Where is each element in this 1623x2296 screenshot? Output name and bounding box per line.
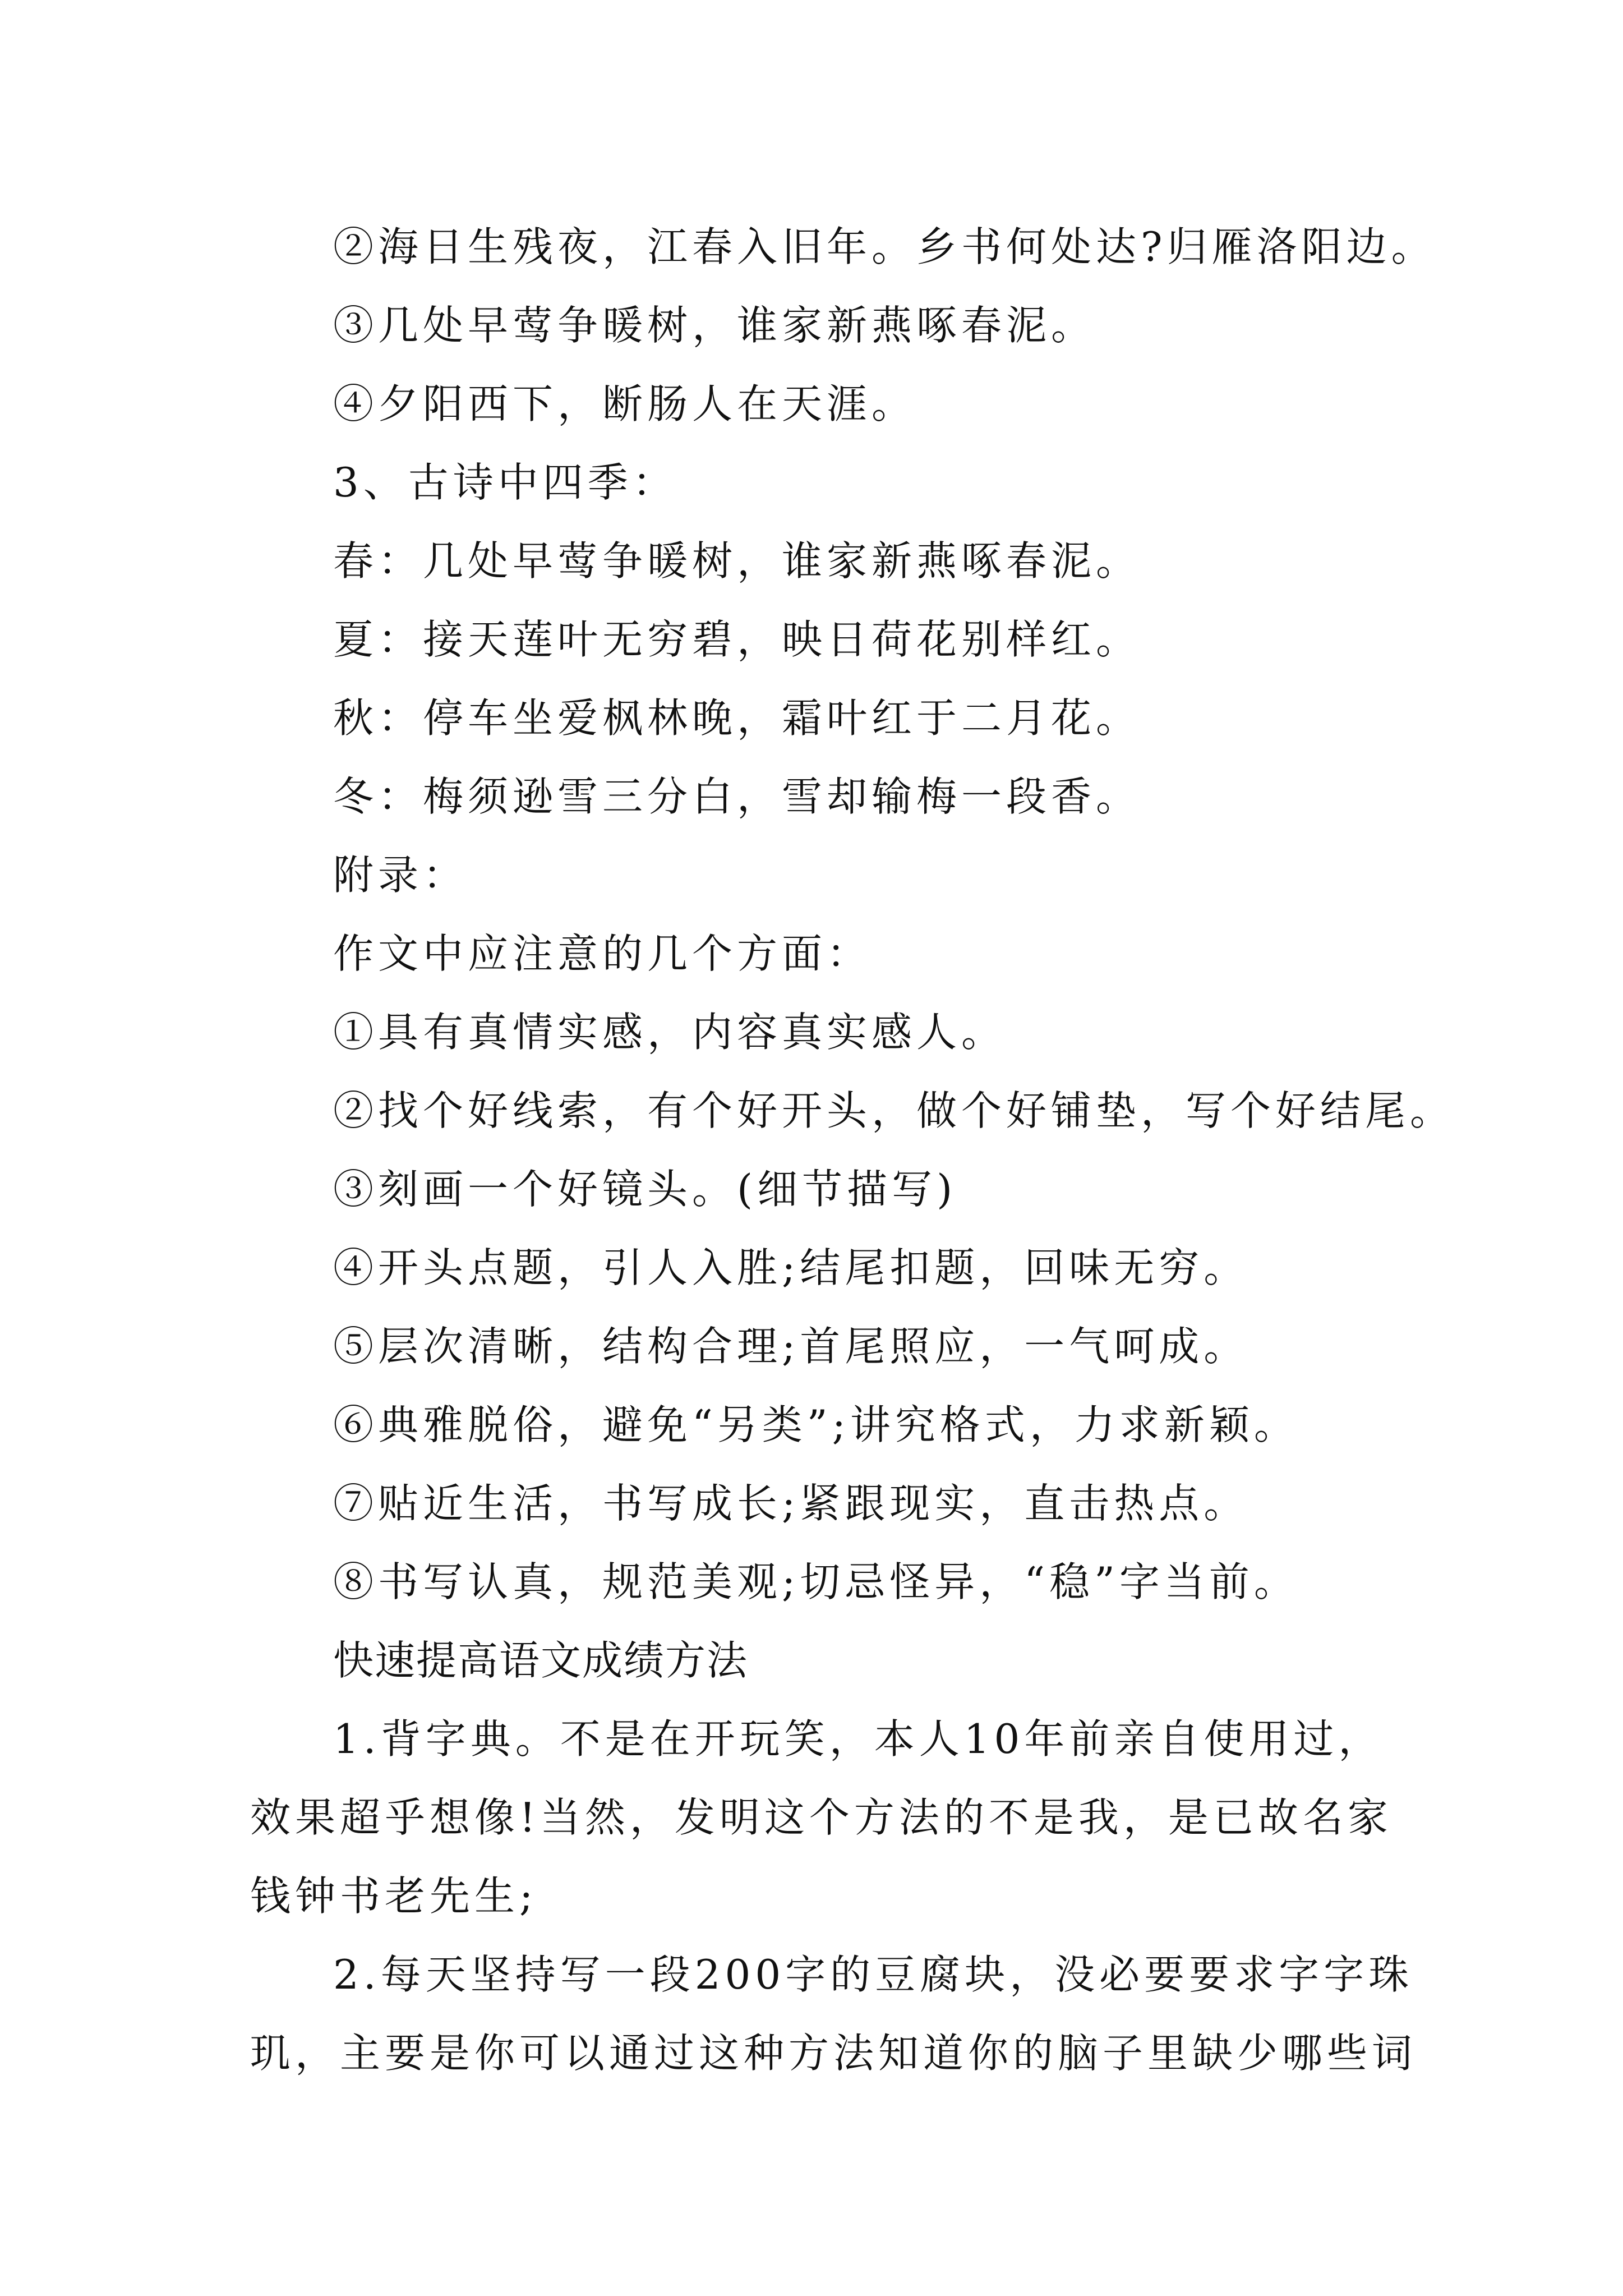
text-line: 玑，主要是你可以通过这种方法知道你的脑子里缺少哪些词 [250, 2030, 1417, 2077]
text-line: ⑤层次清晰，结构合理;首尾照应，一气呵成。 [333, 1323, 1249, 1370]
text-line: ①具有真情实感，内容真实感人。 [333, 1009, 1007, 1056]
text-line: ④夕阳西下，断肠人在天涯。 [333, 380, 917, 427]
section-title: 快速提高语文成绩方法 [333, 1637, 749, 1684]
text-line: ⑧书写认真，规范美观;切忌怪异，“稳”字当前。 [333, 1558, 1299, 1605]
text-line: ③几处早莺争暖树，谁家新燕啄春泥。 [333, 302, 1096, 349]
text-line: ②找个好线索，有个好开头，做个好铺垫，写个好结尾。 [333, 1087, 1455, 1134]
text-line: 效果超乎想像!当然，发明这个方法的不是我，是已故名家 [250, 1794, 1393, 1841]
text-line: 2.每天坚持写一段200字的豆腐块，没必要要求字字珠 [333, 1951, 1414, 1998]
text-line: ③刻画一个好镜头。(细节描写) [333, 1166, 957, 1213]
text-line: 钱钟书老先生; [250, 1872, 538, 1920]
section-heading: 附录： [333, 852, 468, 899]
text-line: 秋：停车坐爱枫林晚，霜叶红于二月花。 [333, 694, 1141, 742]
text-line: 夏：接天莲叶无穷碧，映日荷花别样红。 [333, 616, 1141, 663]
text-line: ④开头点题，引人入胜;结尾扣题，回味无穷。 [333, 1244, 1249, 1291]
text-line: 3、古诗中四季： [333, 459, 677, 506]
text-line: ⑥典雅脱俗，避免“另类”;讲究格式，力求新颖。 [333, 1401, 1299, 1448]
text-line: 冬：梅须逊雪三分白，雪却输梅一段香。 [333, 773, 1141, 820]
text-line: 1.背字典。不是在开玩笑，本人10年前亲自使用过， [333, 1715, 1384, 1763]
text-line: ②海日生残夜，江春入旧年。乡书何处达?归雁洛阳边。 [333, 223, 1436, 270]
text-line: 春：几处早莺争暖树，谁家新燕啄春泥。 [333, 537, 1141, 585]
text-line: ⑦贴近生活，书写成长;紧跟现实，直击热点。 [333, 1480, 1249, 1527]
text-line: 作文中应注意的几个方面： [333, 930, 872, 977]
